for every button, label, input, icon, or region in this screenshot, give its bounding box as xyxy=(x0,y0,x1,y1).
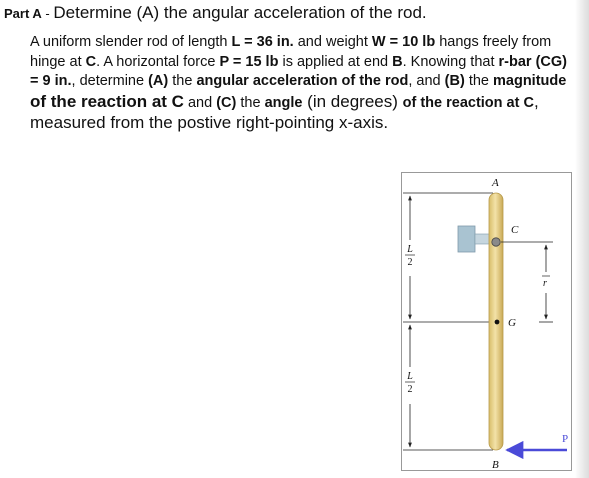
half-length-denominator-bottom: 2 xyxy=(407,384,413,395)
label-a: A xyxy=(492,177,499,189)
problem-text: the xyxy=(236,94,265,111)
problem-text: the xyxy=(168,73,197,90)
problem-text: A uniform slender rod of length xyxy=(30,34,232,50)
part-title: Determine (A) the angular acceleration of the rod. xyxy=(53,3,427,22)
label-p: P xyxy=(562,433,569,445)
half-length-denominator-top: 2 xyxy=(407,257,413,268)
problem-weight: W = 10 lb xyxy=(371,34,436,50)
problem-rbar: r-bar (CG) = 9 in. xyxy=(30,53,567,90)
problem-text: , and xyxy=(408,73,445,90)
hinge-pin xyxy=(492,238,500,246)
half-length-label-bottom: L xyxy=(407,371,413,382)
problem-angular-acceleration: angular acceleration of the rod xyxy=(196,73,409,90)
problem-reaction-2: of the reaction at C xyxy=(402,94,534,111)
problem-text: the xyxy=(464,73,494,90)
problem-end: B xyxy=(392,53,403,70)
problem-text: and weight xyxy=(293,34,372,50)
half-length-label-top: L xyxy=(407,244,413,255)
label-c: C xyxy=(511,224,519,236)
problem-magnitude: magnitude xyxy=(493,73,567,90)
part-separator: - xyxy=(41,6,54,21)
problem-part-b: (B) xyxy=(444,73,465,90)
problem-degrees: (in degrees) xyxy=(302,91,403,111)
problem-text: , determine xyxy=(71,73,149,90)
problem-axis-text: , measured from the postive right-pointing x-axis. xyxy=(30,91,539,133)
problem-text: . A horizontal force xyxy=(96,53,220,70)
figure-frame xyxy=(402,173,572,471)
label-g: G xyxy=(508,317,516,329)
part-label: Part A xyxy=(4,6,42,21)
problem-force: P = 15 lb xyxy=(219,53,279,70)
problem-angle: angle xyxy=(264,94,303,111)
problem-text: is applied at end xyxy=(278,53,393,70)
part-header xyxy=(4,3,427,23)
problem-hinge: C xyxy=(85,53,97,70)
label-r: r xyxy=(543,278,547,289)
problem-text: hangs freely from hinge at xyxy=(30,34,552,70)
problem-text: and xyxy=(183,94,217,111)
label-b: B xyxy=(492,459,499,471)
problem-reaction: of the reaction at C xyxy=(30,91,184,111)
center-of-gravity-dot xyxy=(495,320,500,325)
rod-figure xyxy=(401,172,572,471)
problem-statement xyxy=(30,33,578,135)
problem-part-a: (A) xyxy=(148,73,169,90)
problem-length: L = 36 in. xyxy=(231,34,294,50)
problem-text: . Knowing that xyxy=(402,53,499,70)
problem-part-c: (C) xyxy=(216,94,237,111)
